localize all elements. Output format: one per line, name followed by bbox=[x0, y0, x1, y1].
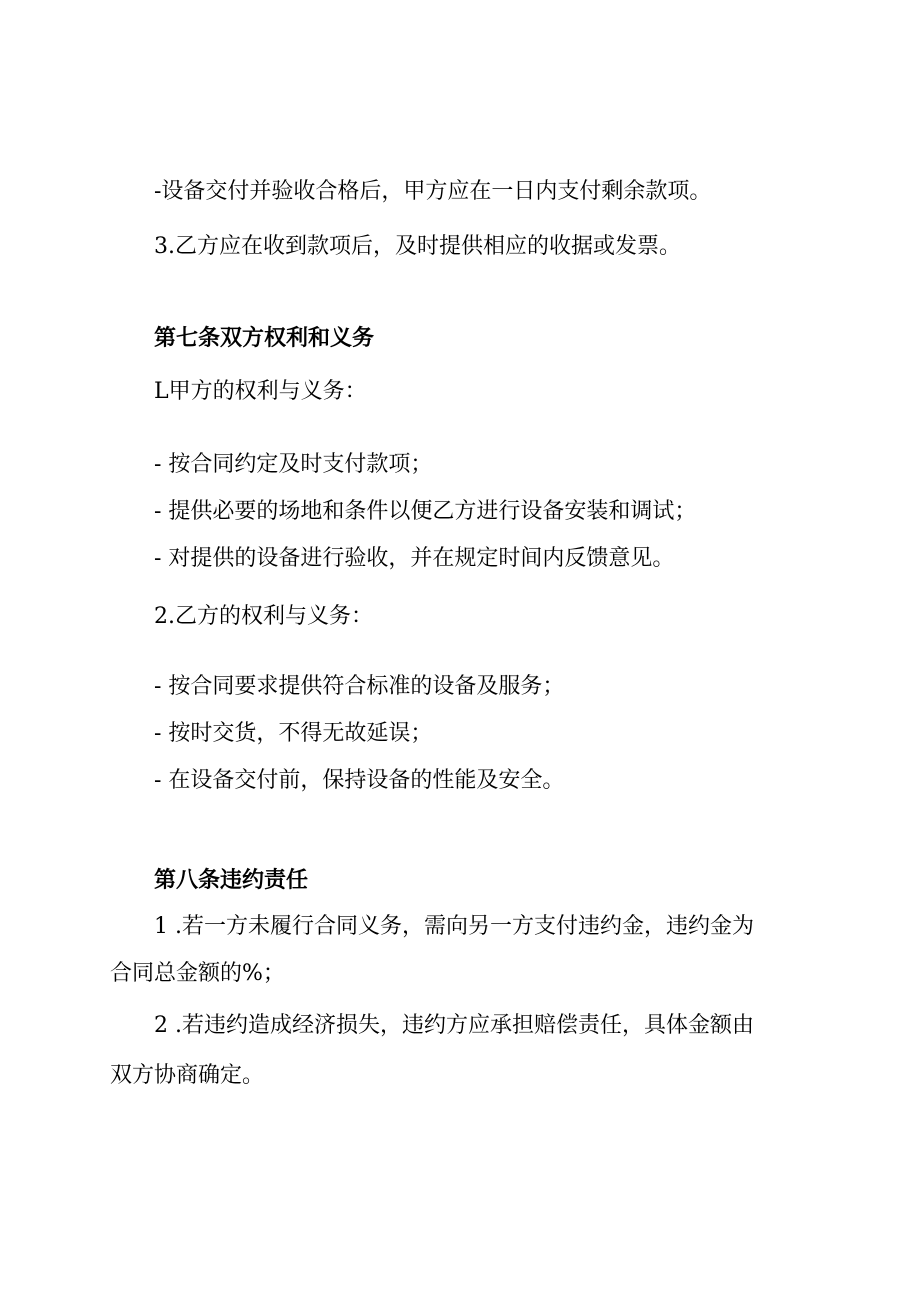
clause2-line2: 双方协商确定。 bbox=[110, 1063, 265, 1088]
clause2-line1: 2 .若违约造成经济损失，违约方应承担赔偿责任，具体金额由 bbox=[154, 1013, 754, 1038]
party-a-item: - 对提供的设备进行验收，并在规定时间内反馈意见。 bbox=[154, 546, 675, 571]
clause1-line1: 1 .若一方未履行合同义务，需向另一方支付违约金，违约金为 bbox=[154, 914, 754, 939]
party-b-title: 2.乙方的权利与义务： bbox=[154, 604, 373, 629]
party-b-item: - 在设备交付前，保持设备的性能及安全。 bbox=[154, 768, 565, 793]
payment-receipt-text: 3.乙方应在收到款项后，及时提供相应的收据或发票。 bbox=[154, 234, 681, 259]
article8-heading: 第八条违约责任 bbox=[154, 867, 309, 893]
party-b-item: - 按合同要求提供符合标准的设备及服务； bbox=[154, 674, 565, 699]
party-a-title: L甲方的权利与义务： bbox=[154, 379, 367, 404]
clause1-line2: 合同总金额的%； bbox=[110, 961, 285, 986]
article7-heading: 第七条双方权利和义务 bbox=[154, 325, 375, 351]
party-b-item: - 按时交货，不得无故延误； bbox=[154, 721, 433, 746]
party-a-item: - 按合同约定及时支付款项； bbox=[154, 452, 433, 477]
party-a-item: - 提供必要的场地和条件以便乙方进行设备安装和调试； bbox=[154, 499, 697, 524]
payment-remaining-text: -设备交付并验收合格后，甲方应在一日内支付剩余款项。 bbox=[154, 179, 712, 204]
